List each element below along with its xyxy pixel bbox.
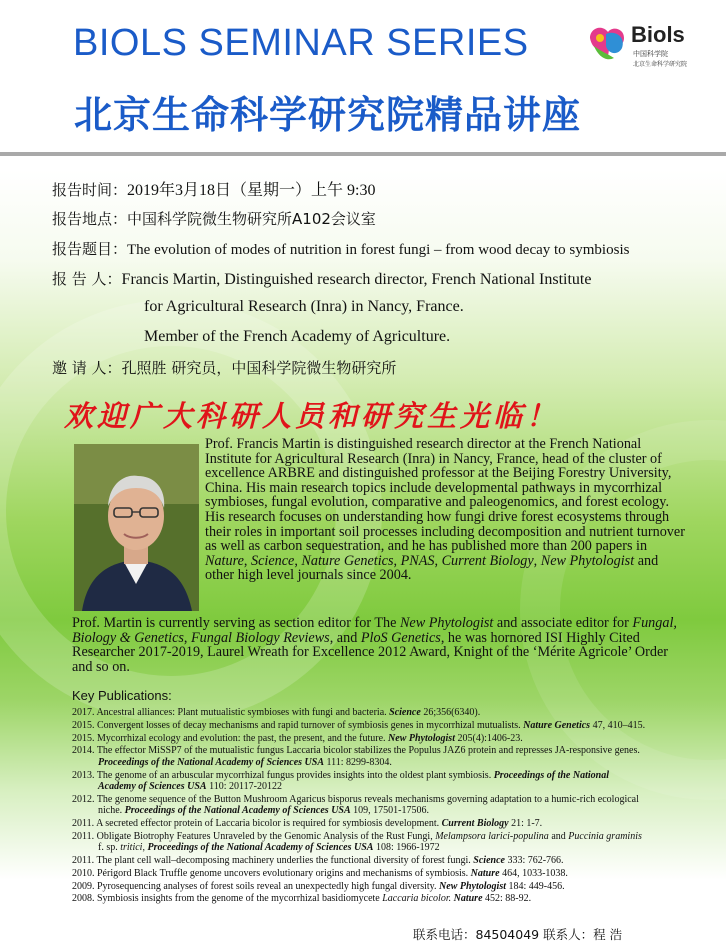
logo-subtitle-1: 中国科学院 xyxy=(633,50,668,58)
pub-ref: 21: 1-7. xyxy=(508,818,543,829)
pub-journal: Proceedings of the National Academy of Sciences USA xyxy=(98,756,324,768)
journal-name: PNAS xyxy=(400,552,435,569)
bio-text: and other high level journals since 2004. xyxy=(205,552,659,584)
pub-ref: 464, 1033-1038. xyxy=(499,867,568,879)
pub-text: f. sp. xyxy=(98,842,121,854)
journal-name: Nature Genetics xyxy=(301,552,394,569)
pub-ref: 26;356(6340). xyxy=(420,707,481,718)
pub-ref: 110: 20117-20122 xyxy=(206,781,282,792)
speaker-line-1: Francis Martin, Distinguished research director, French National Institute xyxy=(121,271,592,288)
info-host xyxy=(52,357,396,378)
journal-name: Fungal, Biology & Genetics xyxy=(72,615,677,646)
pub-journal: Current Biology xyxy=(441,818,509,829)
publication-list xyxy=(72,707,722,906)
publication-item xyxy=(72,818,722,829)
separator: , xyxy=(393,552,401,569)
speaker-line-3: Member of the French Academy of Agriculture. xyxy=(144,328,451,345)
pub-ref: 108: 1966-1972 xyxy=(373,842,440,854)
logo-word: Biols xyxy=(631,22,685,47)
separator: , xyxy=(434,552,442,569)
publication-item xyxy=(72,770,722,793)
time-label: 报告时间： xyxy=(52,181,128,199)
bio-paragraph-1 xyxy=(205,437,685,583)
species-name: Laccaria bicolor. xyxy=(382,893,452,905)
header xyxy=(0,0,726,152)
place-value: 中国科学院微生物研究所A102会议室 xyxy=(127,210,376,228)
publication-item xyxy=(72,794,722,817)
info-place xyxy=(52,208,376,229)
separator: , xyxy=(533,552,541,569)
pub-journal: Proceedings of the National Academy of Sciences USA xyxy=(147,842,374,854)
bio-text: Prof. Martin is currently serving as section editor for The xyxy=(72,615,400,631)
separator: , xyxy=(243,552,251,569)
pub-journal: Academy of Sciences USA xyxy=(98,781,207,792)
pub-text: 2017. Ancestral alliances: Plant mutualistic symbioses with fungi and bacteria. xyxy=(72,707,390,718)
publication-item xyxy=(72,707,722,718)
bio-text: and associate editor for xyxy=(493,615,633,631)
pub-text: niche. xyxy=(98,805,125,817)
pub-journal: New Phytologist xyxy=(439,880,506,892)
publication-item xyxy=(72,893,722,904)
pub-journal: Nature Genetics xyxy=(523,719,591,731)
pub-ref: 205(4):1406-23. xyxy=(454,732,523,744)
pub-text: , xyxy=(142,842,148,854)
speaker-photo xyxy=(74,444,199,611)
pub-text: 2011. Obligate Biotrophy Features Unraveled by the Genomic Analysis of the Rust Fungi, xyxy=(72,830,436,842)
info-time xyxy=(52,177,375,200)
pub-text: 2011. A secreted effector protein of Laccaria bicolor is required for symbiosis development. xyxy=(72,818,442,829)
publication-item xyxy=(72,855,722,866)
pub-journal: New Phytologist xyxy=(388,732,455,744)
publication-item xyxy=(72,881,722,892)
publication-item xyxy=(72,831,722,854)
pub-journal: Nature xyxy=(453,893,483,905)
welcome-banner: 欢迎广大科研人员和研究生光临！ xyxy=(64,399,560,433)
biols-logo-icon xyxy=(584,22,630,68)
speaker-portrait xyxy=(74,444,199,611)
publication-item xyxy=(72,733,722,744)
pub-text: 2013. The genome of an arbuscular mycorrhizal fungus provides insights into the oldest plant symbiosis. xyxy=(72,769,494,781)
topic-value: The evolution of modes of nutrition in forest fungi – from wood decay to symbiosis xyxy=(127,242,630,258)
title-cn: 北京生命科学研究院精品讲座 xyxy=(74,93,582,137)
separator: , xyxy=(294,552,302,569)
pub-ref: 333: 762-766. xyxy=(504,855,564,866)
bio-text: , he was hornored ISI Highly Cited Researcher 2017-2019, Laurel Wreath for Excellence 2012 Award, Knight of the ‘Mérite Agricole’ Order and so on. xyxy=(72,629,669,675)
time-value: 2019年3月18日（星期一）上午 9:30 xyxy=(127,182,376,199)
pub-ref: 47, 410–415. xyxy=(590,719,646,731)
species-name: Melampsora larici-populina xyxy=(435,830,549,842)
contact-footer: 联系电话：84504049 联系人：程 浩 xyxy=(413,927,623,942)
speaker-label: 报 告 人： xyxy=(52,270,122,288)
info-topic xyxy=(52,238,629,259)
journal-name: Science xyxy=(250,552,295,569)
journal-name: Fungal Biology Reviews xyxy=(191,629,330,646)
publication-item xyxy=(72,868,722,879)
pub-ref: 109, 17501-17506. xyxy=(350,805,429,817)
biols-logo xyxy=(584,22,704,70)
host-label: 邀 请 人： xyxy=(52,359,122,377)
pub-text: 2015. Mycorrhizal ecology and evolution: the past, the present, and the future. xyxy=(72,732,389,744)
bio-text: , and xyxy=(329,629,361,646)
pub-journal: Nature xyxy=(470,867,500,879)
pub-journal: Proceedings of the National xyxy=(493,769,609,781)
journal-name: New Phytologist xyxy=(540,552,635,569)
pub-ref: 184: 449-456. xyxy=(506,880,565,892)
publication-item xyxy=(72,720,722,731)
journal-name: PloS Genetics xyxy=(360,629,441,646)
pub-ref: 452: 88-92. xyxy=(482,893,532,905)
species-name: tritici xyxy=(120,842,143,854)
logo-subtitle-2: 北京生命科学研究院 xyxy=(633,61,688,68)
bio-paragraph-2 xyxy=(72,616,688,674)
pub-text: 2009. Pyrosequencing analyses of forest soils reveal an unexpectedly high fungal diversity. xyxy=(72,880,440,892)
journal-name: Nature xyxy=(205,552,244,569)
pub-text: and xyxy=(548,830,569,842)
species-name: Puccinia graminis xyxy=(568,830,642,842)
place-label: 报告地点： xyxy=(52,210,128,228)
pub-text: 2012. The genome sequence of the Button Mushroom Agaricus bisporus reveals mechanisms governing adaptation to a humic-rich ecological xyxy=(72,793,639,805)
pub-text: 2010. Périgord Black Truffle genome uncovers evolutionary origins and mechanisms of symbiosis. xyxy=(72,867,471,879)
journal-name: New Phytologist xyxy=(399,615,494,631)
pub-journal: Science xyxy=(389,707,421,718)
bio-text: , xyxy=(183,629,191,646)
info-speaker xyxy=(52,268,591,289)
publication-item xyxy=(72,745,722,768)
pub-ref: 111: 8299-8304. xyxy=(324,756,392,768)
pub-journal: Science xyxy=(473,855,505,866)
host-value: 孔照胜 研究员，中国科学院微生物研究所 xyxy=(121,359,397,377)
speaker-line-2: for Agricultural Research (Inra) in Nancy, France. xyxy=(144,298,464,315)
title-en: BIOLS SEMINAR SERIES xyxy=(73,22,529,64)
topic-label: 报告题目： xyxy=(52,240,128,258)
key-publications-heading: Key Publications: xyxy=(72,688,172,703)
pub-text: 2015. Convergent losses of decay mechanisms and rapid turnover of symbiosis genes in mycorrhizal mutualists. xyxy=(72,719,524,731)
header-divider xyxy=(0,152,726,156)
journal-name: Current Biology xyxy=(441,552,534,569)
pub-journal: Proceedings of the National Academy of Sciences USA xyxy=(124,805,351,817)
pub-text: 2008. Symbiosis insights from the genome of the mycorrhizal basidiomycete xyxy=(72,893,383,905)
pub-text: 2011. The plant cell wall–decomposing machinery underlies the functional diversity of forest fungi. xyxy=(72,855,474,866)
bio-text: Prof. Francis Martin is distinguished research director at the French National Institute for Agricultural Research (Inra) in Nancy, France, head of the cluster of excellence ARBRE and distinguished professor at the Beijing Forestry University, China. His main research topics include developmental pathways in mycorrhizal symbioses, fungal evolution, comparative and paleogenomics, and forest ecology. His research focuses on understanding how fungi drive forest ecosystems through their roles in important soil processes including decomposition and nutrient turnover as well as carbon sequestration, and he has published more than 200 papers in xyxy=(205,436,685,555)
pub-text: 2014. The effector MiSSP7 of the mutualistic fungus Laccaria bicolor stabilizes the Populus JAZ6 protein and represses JA-responsive genes. xyxy=(72,745,640,757)
